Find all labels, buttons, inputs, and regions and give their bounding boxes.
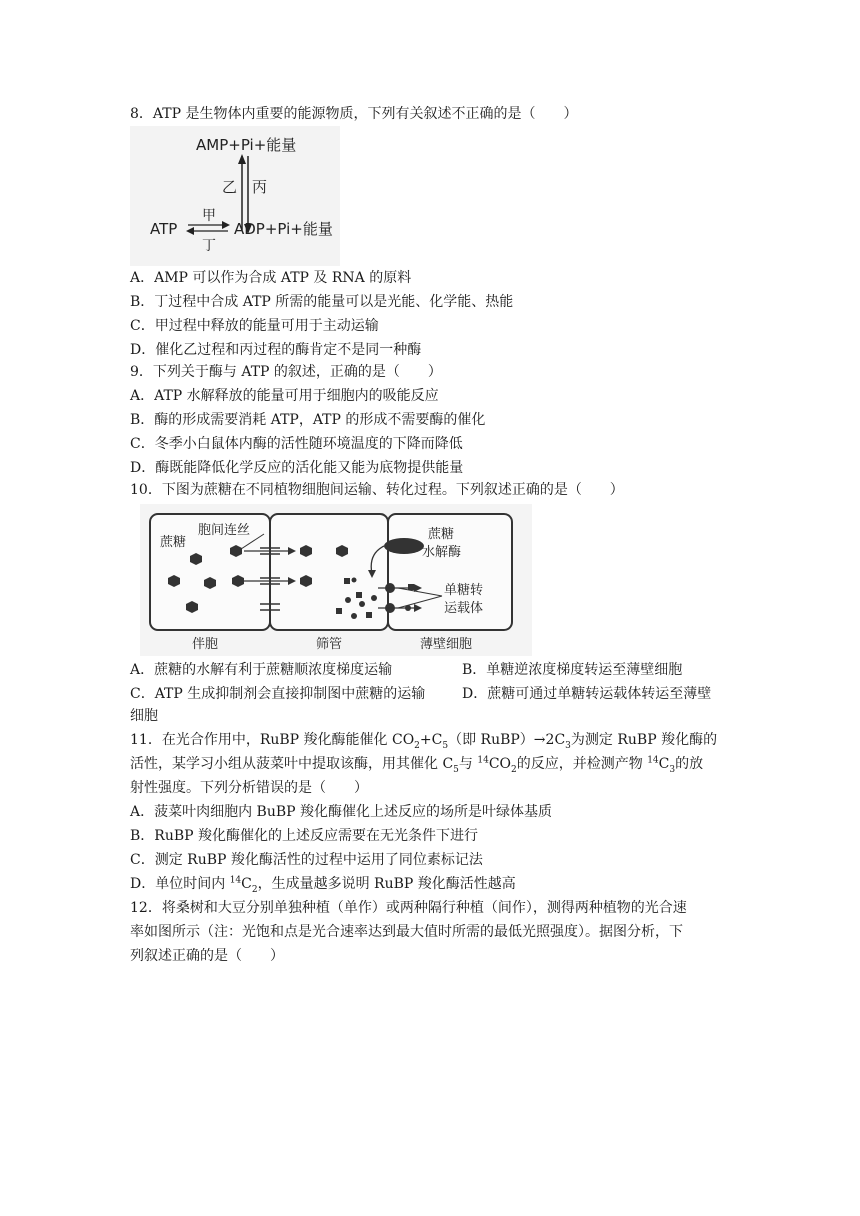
atp-label: ATP: [150, 220, 178, 238]
q11-option-b: B．RuBP 羧化酶催化的上述反应需要在无光条件下进行: [130, 828, 479, 844]
q8-option-a: A．AMP 可以作为合成 ATP 及 RNA 的原料: [130, 270, 412, 286]
enzyme-label-1: 蔗糖: [428, 527, 455, 542]
enzyme-label-2: 水解酶: [422, 545, 462, 560]
q8-option-d: D．催化乙过程和丙过程的酶肯定不是同一种酶: [130, 342, 422, 358]
jia-label: 甲: [202, 208, 216, 224]
q10-option-a: A．蔗糖的水解有利于蔗糖顺浓度梯度运输: [130, 662, 393, 678]
q10-option-c: C．ATP 生成抑制剂会直接抑制图中蔗糖的运输: [130, 686, 426, 702]
carrier-label-2: 运载体: [444, 601, 484, 616]
sucrose-transport-diagram: [140, 504, 532, 660]
sucrose-label: 蔗糖: [160, 535, 187, 550]
q9-stem: 9．下列关于酶与 ATP 的叙述，正确的是（ ）: [130, 364, 442, 380]
q10-option-d: D．蔗糖可通过单糖转运载体转运至薄壁: [462, 686, 712, 702]
q8-option-b: B．丁过程中合成 ATP 所需的能量可以是光能、化学能、热能: [130, 294, 514, 310]
q8-stem: 8．ATP 是生物体内重要的能源物质，下列有关叙述不正确的是（ ）: [130, 106, 578, 122]
q10-option-d-cont: 细胞: [130, 708, 158, 724]
ding-label: 丁: [202, 238, 216, 254]
q9-option-b: B．酶的形成需要消耗 ATP，ATP 的形成不需要酶的催化: [130, 412, 486, 428]
q9-option-c: C．冬季小白鼠体内酶的活性随环境温度的下降而降低: [130, 436, 463, 452]
q11-stem-line1: 11．在光合作用中，RuBP 羧化酶能催化 $CO_2+C_5$（即 $RuBP)\to 2C_3$为测定 RuBP 羧化酶的: [130, 732, 718, 751]
q11-option-d: D．单位时间内 $^{14}C_2$，生成量越多说明 RuBP 羧化酶活性越高: [130, 875, 516, 895]
q9-option-a: A．ATP 水解释放的能量可用于细胞内的吸能反应: [130, 388, 439, 404]
bing-label: 丙: [252, 178, 268, 196]
q10-option-b: B．单糖逆浓度梯度转运至薄壁细胞: [462, 662, 683, 678]
cell-label-sieve: 筛管: [316, 637, 343, 652]
carrier-label-1: 单糖转: [444, 583, 484, 598]
q12-stem-line3: 列叙述正确的是（ ）: [130, 948, 284, 964]
q9-option-d: D．酶既能降低化学反应的活化能又能为底物提供能量: [130, 460, 464, 476]
q11-option-a: A．菠菜叶肉细胞内 BuBP 羧化酶催化上述反应的场所是叶绿体基质: [130, 804, 553, 820]
amp-label: AMP+Pi+能量: [196, 136, 297, 154]
q8-option-c: C．甲过程中释放的能量可用于主动运输: [130, 318, 379, 334]
cell-label-parenchyma: 薄壁细胞: [420, 637, 473, 652]
plasmodesmata-label: 胞间连丝: [198, 523, 251, 538]
adp-label: ADP+Pi+能量: [234, 220, 333, 238]
atp-cycle-diagram: [130, 126, 340, 270]
q12-stem-line2: 率如图所示（注：光饱和点是光合速率达到最大值时所需的最低光照强度）。据图分析，下: [130, 924, 683, 940]
q11-stem-line2: 活性，某学习小组从菠菜叶中提取该酶，用其催化 $C_5$与 $^{14}CO_2$的反应，并检测产物 $^{14}C_3$的放: [130, 755, 704, 775]
cell-label-companion: 伴胞: [192, 637, 219, 652]
q12-stem-line1: 12．将桑树和大豆分别单独种植（单作）或两种隔行种植（间作），测得两种植物的光合速: [130, 900, 687, 916]
q11-stem-line3: 射性强度。下列分析错误的是（ ）: [130, 780, 368, 796]
q10-stem: 10．下图为蔗糖在不同植物细胞间运输、转化过程。下列叙述正确的是（ ）: [130, 482, 624, 498]
yi-label: 乙: [222, 178, 238, 196]
q11-option-c: C．测定 RuBP 羧化酶活性的过程中运用了同位素标记法: [130, 852, 483, 868]
